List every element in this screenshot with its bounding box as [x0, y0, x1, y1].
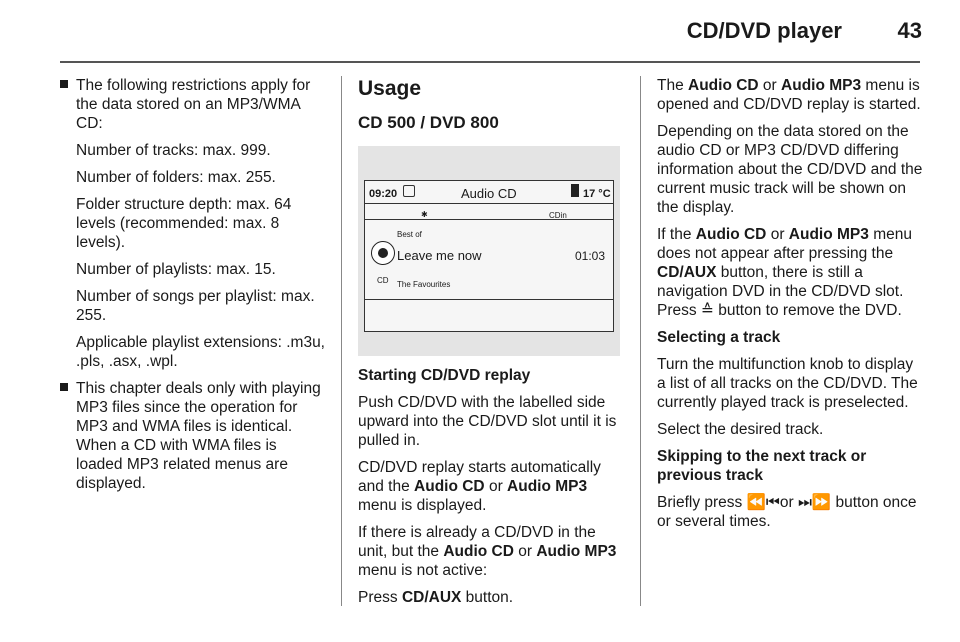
- model-heading: CD 500 / DVD 800: [358, 113, 499, 132]
- selecting-paragraph-1: Turn the multifunction knob to display a list of all tracks on the CD/DVD. The currently played track is preselected.: [657, 356, 918, 411]
- starting-paragraph-4: Press CD/AUX button.: [358, 589, 514, 606]
- phone-icon: [571, 184, 579, 197]
- bullet-square-icon: [60, 383, 68, 391]
- limit-depth: Folder structure depth: max. 64 levels (recommended: max. 8 levels).: [76, 196, 292, 251]
- limit-playlists: Number of playlists: max. 15.: [76, 261, 276, 278]
- section-starting-heading: Starting CD/DVD replay: [358, 367, 531, 384]
- page-header: [0, 0, 960, 62]
- column-2: [358, 76, 626, 615]
- limit-folders: Number of folders: max. 255.: [76, 169, 276, 186]
- display-source-row: [365, 203, 613, 220]
- cd-disc-icon: [371, 241, 395, 265]
- next-track-icon: ⏭⏩: [797, 494, 832, 511]
- eject-icon: ≙: [700, 302, 714, 319]
- limit-songs: Number of songs per playlist: max. 255.: [76, 288, 315, 324]
- starting-paragraph-1: Push CD/DVD with the labelled side upward into the CD/DVD slot until it is pulled in.: [358, 394, 617, 449]
- section-selecting-heading: Selecting a track: [657, 329, 781, 346]
- header-rule: [60, 61, 920, 63]
- display-song-title: Leave me now: [397, 248, 482, 263]
- section-skipping-heading: Skipping to the next track or previous track: [657, 448, 867, 484]
- column-1: [58, 76, 326, 501]
- navigation-dvd-paragraph: If the Audio CD or Audio MP3 menu does not appear after pressing the CD/AUX button, there is still a navigation DVD in the CD/DVD slot. Press ≙ button to remove the DVD.: [657, 226, 912, 319]
- back-icon: [403, 185, 415, 197]
- cd-in-indicator: CDin: [549, 211, 567, 220]
- column-divider-1: [341, 76, 342, 606]
- usage-heading: Usage: [358, 77, 422, 100]
- display-track-info: [365, 219, 613, 300]
- bluetooth-icon: ✱: [421, 210, 428, 219]
- display-artist: Best of: [397, 230, 422, 239]
- display-album: The Favourites: [397, 280, 451, 289]
- menu-opened-paragraph: The Audio CD or Audio MP3 menu is opened and CD/DVD replay is started.: [657, 77, 921, 113]
- starting-paragraph-3: If there is already a CD/DVD in the unit, but the Audio CD or Audio MP3 menu is not active:: [358, 524, 617, 579]
- starting-paragraph-2: CD/DVD replay starts automatically and the Audio CD or Audio MP3 menu is displayed.: [358, 459, 601, 514]
- selecting-paragraph-2: Select the desired track.: [657, 421, 824, 438]
- column-3: [657, 76, 925, 539]
- bullet-restrictions: [58, 76, 326, 133]
- previous-track-icon: ⏪⏮: [746, 494, 780, 511]
- display-frame: [364, 180, 614, 332]
- bullet-mp3-note: [58, 379, 326, 493]
- column-divider-2: [640, 76, 641, 606]
- skipping-paragraph: Briefly press ⏪⏮or ⏭⏩ button once or several times.: [657, 494, 917, 530]
- page-title: CD/DVD player: [686, 18, 842, 43]
- display-duration: 01:03: [575, 249, 606, 263]
- bullet-mp3-note-text: This chapter deals only with playing MP3 files since the operation for MP3 and WMA files is identical. When a CD with WMA files is loaded MP3 related menus are displayed.: [76, 380, 321, 492]
- limit-tracks: Number of tracks: max. 999.: [76, 142, 271, 159]
- display-time: 09:20: [369, 188, 398, 200]
- bullet-restrictions-text: The following restrictions apply for the data stored on an MP3/WMA CD:: [76, 77, 311, 132]
- display-temperature: 17 °C: [583, 188, 611, 200]
- display-title: Audio CD: [461, 186, 517, 201]
- display-cd-label: CD: [377, 276, 389, 285]
- page-number: 43: [897, 18, 922, 43]
- limit-extensions: Applicable playlist extensions: .m3u, .pls, .asx, .wpl.: [76, 334, 325, 370]
- bullet-square-icon: [60, 80, 68, 88]
- display-status-bar: [365, 181, 613, 204]
- display-info-paragraph: Depending on the data stored on the audio CD or MP3 CD/DVD differing information about the CD/DVD and the current music track will be shown on the display.: [657, 123, 923, 216]
- audio-cd-screen-illustration: [358, 146, 620, 356]
